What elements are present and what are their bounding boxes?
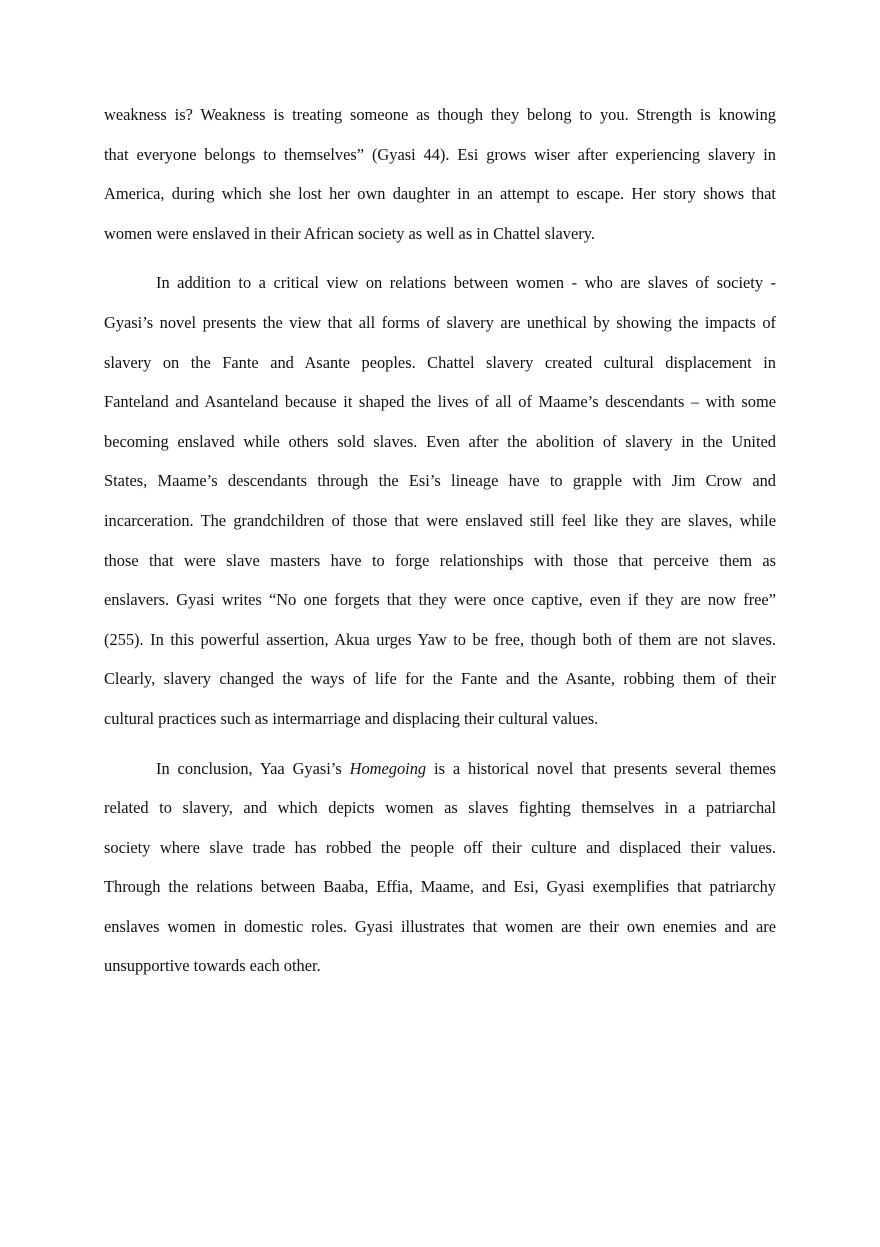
- text-line: weakness is? Weakness is treating someone as though they belong to you. Strength is knowing: [104, 105, 776, 124]
- text-line: related to slavery, and which depicts women as slaves fighting themselves in a patriarchal: [104, 798, 776, 818]
- paragraph-3: [104, 749, 776, 987]
- paragraph-1: [104, 95, 776, 253]
- text-run: is a historical novel that presents several themes: [426, 758, 776, 778]
- paragraph-gap: [104, 739, 776, 749]
- text-line: Gyasi’s novel presents the view that all forms of slavery are unethical by showing the impacts of: [104, 312, 776, 332]
- text-line: (255). In this powerful assertion, Akua urges Yaw to be free, though both of them are not slaves.: [104, 629, 776, 649]
- text-line: unsupportive towards each other.: [104, 956, 321, 976]
- paragraph-gap: [104, 253, 776, 263]
- text-line: Fanteland and Asanteland because it shaped the lives of all of Maame’s descendants – with some: [104, 392, 776, 412]
- text-line: society where slave trade has robbed the people off their culture and displaced their values.: [104, 837, 776, 857]
- text-line: enslaves women in domestic roles. Gyasi illustrates that women are their own enemies and are: [104, 916, 776, 936]
- text-line: Through the relations between Baaba, Effia, Maame, and Esi, Gyasi exemplifies that patriarchy: [104, 877, 776, 897]
- text-run: In conclusion, Yaa Gyasi’s: [156, 758, 350, 778]
- paragraph-2: [104, 263, 776, 738]
- body-text: [104, 95, 776, 986]
- text-line: incarceration. The grandchildren of those that were enslaved still feel like they are slaves, while: [104, 510, 776, 530]
- text-line: cultural practices such as intermarriage and displacing their cultural values.: [104, 708, 599, 728]
- text-line: women were enslaved in their African society as well as in Chattel slavery.: [104, 223, 595, 243]
- text-line: those that were slave masters have to forge relationships with those that perceive them as: [104, 550, 776, 570]
- text-line: enslavers. Gyasi writes “No one forgets that they were once captive, even if they are now free”: [104, 590, 776, 610]
- text-line: In addition to a critical view on relations between women - who are slaves of society -: [156, 273, 776, 293]
- text-line-first: [104, 749, 776, 789]
- text-line: America, during which she lost her own daughter in an attempt to escape. Her story shows that: [104, 184, 776, 204]
- text-line: Clearly, slavery changed the ways of life for the Fante and the Asante, robbing them of their: [104, 669, 776, 689]
- text-line: States, Maame’s descendants through the Esi’s lineage have to grapple with Jim Crow and: [104, 471, 776, 491]
- text-line: becoming enslaved while others sold slaves. Even after the abolition of slavery in the United: [104, 431, 776, 451]
- book-title: Homegoing: [349, 758, 427, 778]
- text-line: slavery on the Fante and Asante peoples. Chattel slavery created cultural displacement in: [104, 352, 776, 372]
- text-line: that everyone belongs to themselves” (Gyasi 44). Esi grows wiser after experiencing slavery in: [104, 144, 776, 164]
